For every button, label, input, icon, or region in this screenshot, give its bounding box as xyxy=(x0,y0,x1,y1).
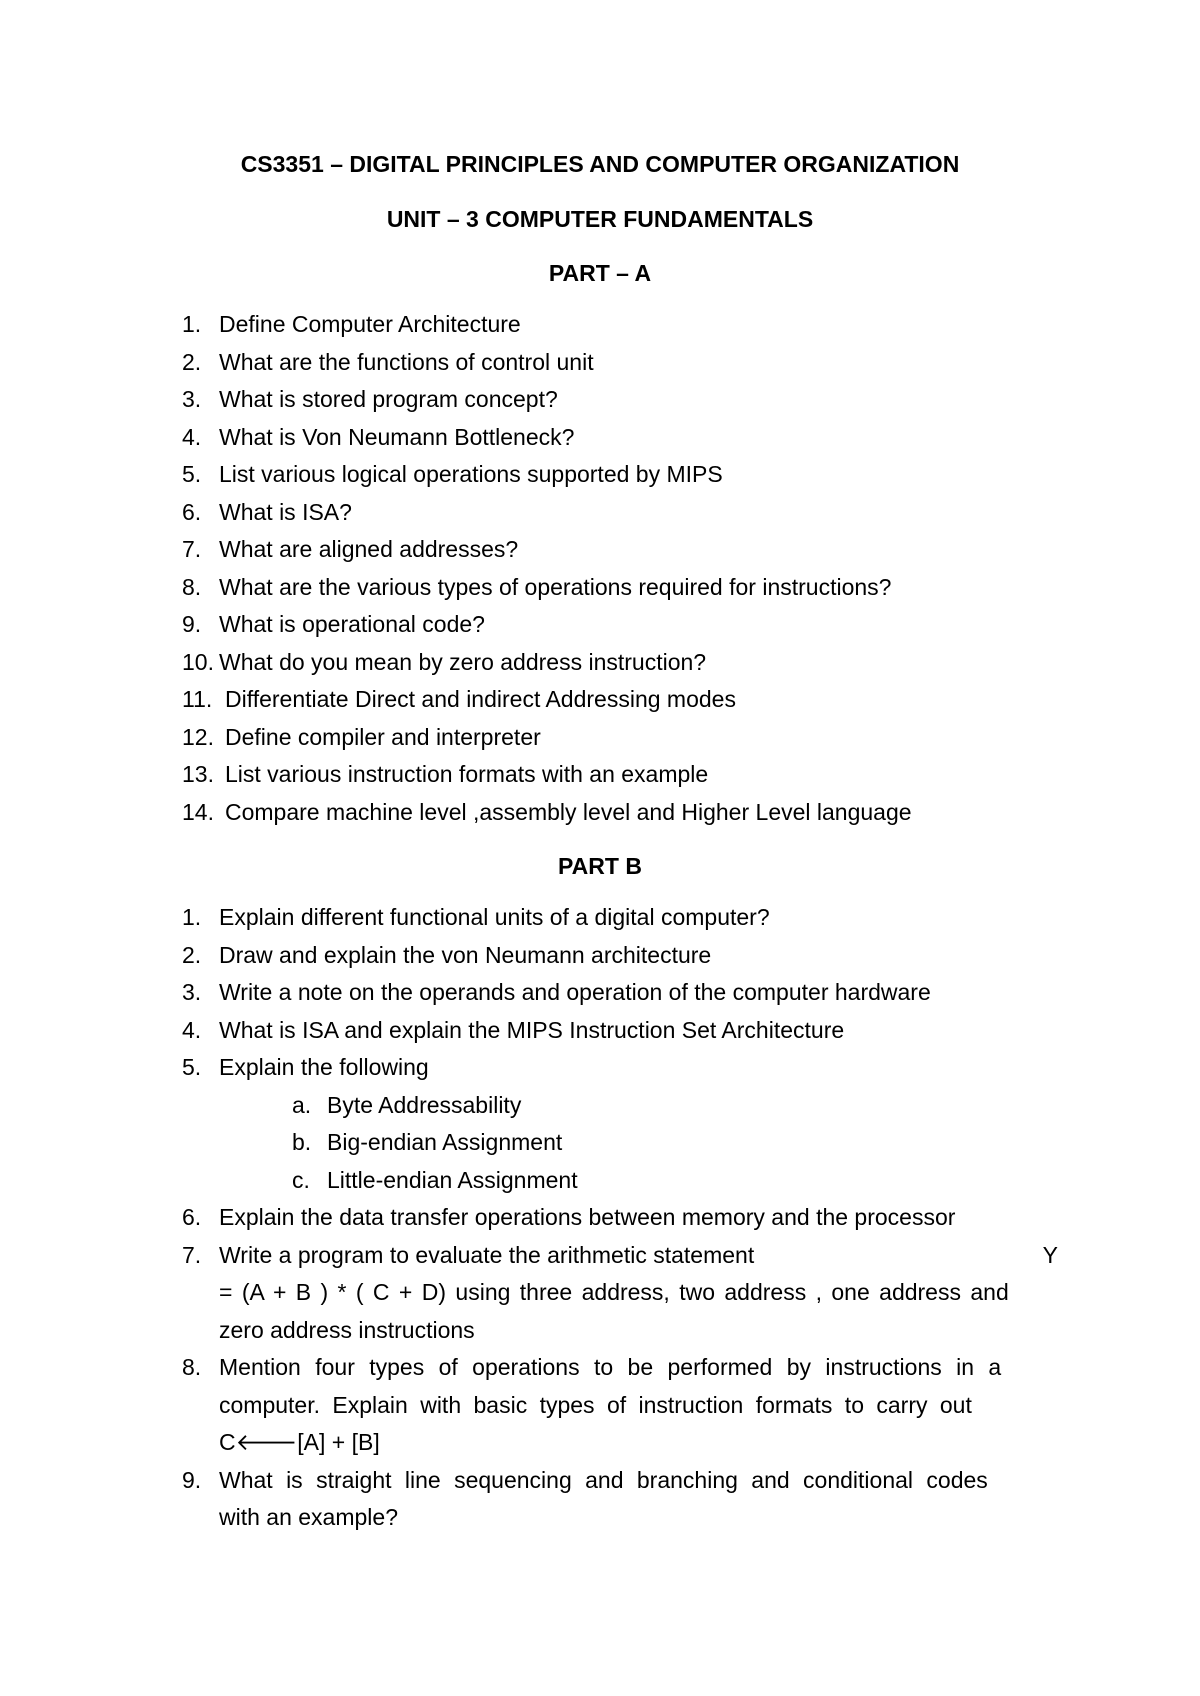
question-number: 8. xyxy=(182,573,202,600)
list-item xyxy=(0,606,1200,644)
question-number: 7. xyxy=(182,536,202,562)
question-number: 14. xyxy=(182,798,214,825)
question-text: What do you mean by zero address instruction? xyxy=(219,648,707,675)
sub-list-item xyxy=(0,1124,1200,1162)
question-number: 3. xyxy=(182,979,202,1005)
list-item xyxy=(0,1237,1200,1350)
part-a-heading: PART – A xyxy=(548,260,652,286)
question-text: What is stored program concept? xyxy=(219,386,558,412)
question-text: Define compiler and interpreter xyxy=(225,723,541,750)
list-item xyxy=(0,381,1200,419)
question-text: Explain the following xyxy=(219,1054,429,1080)
unit-title: UNIT – 3 COMPUTER FUNDAMENTALS xyxy=(386,206,814,232)
question-text xyxy=(219,1462,1058,1537)
question-line: What is straight line sequencing and branching and conditional codes xyxy=(219,1466,988,1493)
question-text: What are aligned addresses? xyxy=(219,536,519,562)
list-item xyxy=(0,569,1200,607)
question-number: 1. xyxy=(182,904,202,930)
list-item xyxy=(0,794,1200,832)
question-number: 7. xyxy=(182,1241,202,1268)
list-item xyxy=(0,306,1200,344)
question-number: 2. xyxy=(182,941,202,968)
list-item xyxy=(0,1462,1200,1537)
question-number: 6. xyxy=(182,498,202,525)
list-item xyxy=(0,937,1200,975)
list-item xyxy=(0,419,1200,457)
part-b-question-list xyxy=(0,899,1200,1537)
sub-list-item xyxy=(0,1162,1200,1200)
question-line-text: = (A + B ) * ( C + D) using three address, two address , one address and xyxy=(219,1279,1009,1305)
question-number: 13. xyxy=(182,761,214,787)
question-number: 1. xyxy=(182,311,202,337)
question-text: What is ISA and explain the MIPS Instruction Set Architecture xyxy=(219,1016,845,1043)
question-text: What is operational code? xyxy=(219,611,485,637)
part-b-heading: PART B xyxy=(558,853,642,879)
question-text: Explain different functional units of a digital computer? xyxy=(219,904,770,930)
question-line: computer. Explain with basic types of instruction formats to carry out xyxy=(219,1391,972,1418)
list-item xyxy=(0,644,1200,682)
question-line-right: Y xyxy=(1042,1241,1058,1268)
list-item xyxy=(0,1199,1200,1237)
question-text: List various instruction formats with an example xyxy=(225,761,709,787)
sub-item-text: Byte Addressability xyxy=(327,1091,522,1118)
list-item xyxy=(0,974,1200,1012)
question-number: 5. xyxy=(182,461,202,487)
question-line-left: Write a program to evaluate the arithmetic statement xyxy=(219,1241,755,1268)
list-item xyxy=(0,1012,1200,1050)
list-item xyxy=(0,681,1200,719)
list-item xyxy=(0,494,1200,532)
question-number: 5. xyxy=(182,1054,202,1080)
question-line: zero address instructions xyxy=(219,1316,475,1343)
question-number: 9. xyxy=(182,611,202,637)
question-number: 4. xyxy=(182,423,202,450)
question-line xyxy=(219,1237,1058,1275)
list-item xyxy=(0,1049,1200,1087)
question-text: Write a note on the operands and operation of the computer hardware xyxy=(219,979,931,1005)
question-text: List various logical operations supported by MIPS xyxy=(219,461,723,487)
sub-item-letter: a. xyxy=(292,1091,312,1118)
list-item xyxy=(0,719,1200,757)
question-text xyxy=(219,1349,1058,1462)
question-line: C🡐[A] + [B] xyxy=(219,1429,380,1455)
list-item xyxy=(0,344,1200,382)
sub-list-item xyxy=(0,1087,1200,1125)
question-number: 12. xyxy=(182,723,214,750)
question-text: What are the functions of control unit xyxy=(219,348,594,375)
course-title: CS3351 – DIGITAL PRINCIPLES AND COMPUTER ORGANIZATION xyxy=(240,151,960,177)
question-text: What are the various types of operations required for instructions? xyxy=(219,573,892,600)
question-text xyxy=(219,1237,1058,1350)
question-text: Differentiate Direct and indirect Addressing modes xyxy=(225,686,736,712)
question-text: Define Computer Architecture xyxy=(219,311,521,337)
list-item xyxy=(0,531,1200,569)
question-line xyxy=(219,1274,1058,1312)
question-number: 9. xyxy=(182,1466,202,1493)
question-line: Mention four types of operations to be performed by instructions in a xyxy=(219,1354,1002,1380)
sub-item-text: Big-endian Assignment xyxy=(327,1129,563,1155)
sub-item-text: Little-endian Assignment xyxy=(327,1166,578,1193)
question-text: Draw and explain the von Neumann architecture xyxy=(219,941,712,968)
list-item xyxy=(0,1349,1200,1462)
sub-item-letter: b. xyxy=(292,1129,312,1155)
question-number: 8. xyxy=(182,1354,202,1380)
question-number: 11. xyxy=(182,686,213,712)
question-text: What is Von Neumann Bottleneck? xyxy=(219,423,575,450)
question-text: Compare machine level ,assembly level and Higher Level language xyxy=(225,798,912,825)
question-number: 6. xyxy=(182,1204,202,1230)
question-number: 2. xyxy=(182,348,202,375)
list-item xyxy=(0,756,1200,794)
part-a-question-list xyxy=(0,306,1200,831)
list-item xyxy=(0,899,1200,937)
question-number: 4. xyxy=(182,1016,202,1043)
sub-item-letter: c. xyxy=(292,1166,310,1193)
question-number: 3. xyxy=(182,386,202,412)
question-line: with an example? xyxy=(219,1504,398,1530)
list-item xyxy=(0,456,1200,494)
question-text: What is ISA? xyxy=(219,498,352,525)
question-number: 10. xyxy=(182,648,214,675)
question-text: Explain the data transfer operations between memory and the processor xyxy=(219,1204,956,1230)
